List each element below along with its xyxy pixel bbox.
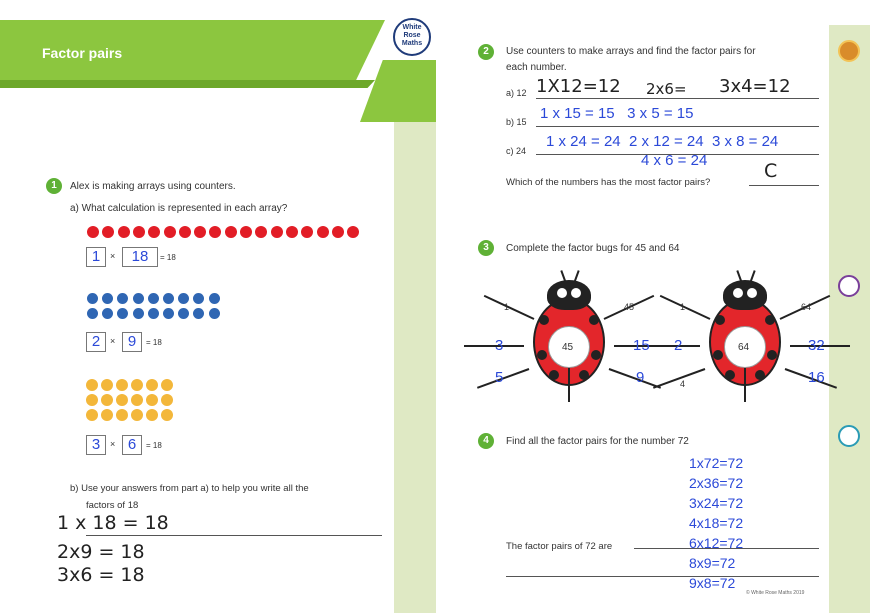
white-rose-logo: White Rose Maths xyxy=(393,18,431,56)
counter xyxy=(118,226,130,238)
q2-question-answer: C xyxy=(764,160,778,182)
array-1-result: = 18 xyxy=(160,253,176,262)
question-2-prompt-line1: Use counters to make arrays and find the factor pairs for xyxy=(506,46,756,57)
counter xyxy=(117,293,128,304)
q4-answer-line: 9x8=72 xyxy=(689,575,736,591)
q2a-answer-3: 3x4=12 xyxy=(719,76,791,97)
counter xyxy=(86,394,98,406)
left-gutter xyxy=(394,122,436,613)
bug2-spot xyxy=(715,315,725,325)
counter xyxy=(133,226,145,238)
q2c-answer-line1: 1 x 24 = 24 2 x 12 = 24 3 x 8 = 24 xyxy=(546,133,779,150)
counter xyxy=(209,293,220,304)
question-1a-prompt: a) What calculation is represented in each array? xyxy=(70,203,288,214)
counter xyxy=(209,308,220,319)
bug1-leg xyxy=(464,345,524,347)
banner-corner xyxy=(360,60,436,122)
q1b-answer-2: 2x9 = 18 xyxy=(57,541,145,563)
counter xyxy=(161,394,173,406)
bug1-spot xyxy=(579,370,589,380)
question-1-number: 1 xyxy=(46,178,62,194)
array-2-result: = 18 xyxy=(146,338,162,347)
counter xyxy=(131,379,143,391)
counter xyxy=(332,226,344,238)
counter xyxy=(87,293,98,304)
question-4-number: 4 xyxy=(478,433,494,449)
q2b-answer: 1 x 15 = 15 3 x 5 = 15 xyxy=(540,105,694,122)
counter xyxy=(163,293,174,304)
counter xyxy=(101,394,113,406)
counter xyxy=(148,308,159,319)
question-3-number: 3 xyxy=(478,240,494,256)
counter xyxy=(255,226,267,238)
right-page xyxy=(436,0,870,613)
bug2-label-mid-right[interactable]: 32 xyxy=(808,337,825,354)
counter xyxy=(101,379,113,391)
counter xyxy=(146,409,158,421)
bug1-spot xyxy=(549,370,559,380)
bug1-label-bottom-left[interactable]: 5 xyxy=(495,369,504,386)
bug1-center-number: 45 xyxy=(562,342,574,353)
answer-line xyxy=(749,185,819,186)
bug2-label-bottom-right[interactable]: 16 xyxy=(808,369,825,386)
bug2-label-bottom-left: 4 xyxy=(680,379,686,389)
bug2-spot xyxy=(765,315,775,325)
bug2-tail-line xyxy=(744,368,746,402)
array-2-factor-box-2[interactable]: 9 xyxy=(122,332,142,352)
question-1b-prompt-line1: b) Use your answers from part a) to help you write all the xyxy=(70,483,309,494)
counter xyxy=(163,308,174,319)
array-2-factor-box-1[interactable]: 2 xyxy=(86,332,106,352)
q2-question: Which of the numbers has the most factor pairs? xyxy=(506,177,711,188)
bug1-label-mid-left[interactable]: 3 xyxy=(495,337,504,354)
bug2-label-mid-left[interactable]: 2 xyxy=(674,337,683,354)
q4-answer-line: 1x72=72 xyxy=(689,455,744,471)
q4-answer-line: 2x36=72 xyxy=(689,475,744,491)
answer-line xyxy=(536,98,819,99)
q1b-answer-1: 1 x 18 = 18 xyxy=(57,512,169,534)
counter xyxy=(164,226,176,238)
q1b-answer-3: 3x6 = 18 xyxy=(57,564,145,586)
array-3-result: = 18 xyxy=(146,441,162,450)
bug2-spot xyxy=(755,370,765,380)
counter xyxy=(87,226,99,238)
q4-answer-line: 3x24=72 xyxy=(689,495,744,511)
bug2-label-top-left: 1 xyxy=(680,302,686,312)
q2a-answer-1: 1X12=12 xyxy=(536,76,621,97)
counter xyxy=(347,226,359,238)
array-1-factor-box-1[interactable]: 1 xyxy=(86,247,106,267)
bug1-leg xyxy=(484,295,535,320)
counter xyxy=(102,293,113,304)
q2a-answer-2: 2x6= xyxy=(646,80,687,98)
right-gutter xyxy=(829,25,870,613)
counter xyxy=(102,308,113,319)
counter xyxy=(131,394,143,406)
counter xyxy=(225,226,237,238)
bug2-leg xyxy=(660,295,711,320)
bug1-eye xyxy=(571,288,581,298)
bug2-head xyxy=(723,280,767,310)
bug2-spot xyxy=(725,370,735,380)
counter xyxy=(117,308,128,319)
counter xyxy=(131,409,143,421)
counter xyxy=(148,226,160,238)
counter xyxy=(317,226,329,238)
question-2-prompt-line2: each number. xyxy=(506,62,567,73)
bug1-label-top-right: 45 xyxy=(624,302,635,312)
bug2-spot xyxy=(767,350,777,360)
counter xyxy=(116,394,128,406)
q4-answer-line: 8x9=72 xyxy=(689,555,736,571)
bug1-eye xyxy=(557,288,567,298)
counter xyxy=(146,394,158,406)
array-3-factor-box-2[interactable]: 6 xyxy=(122,435,142,455)
counter xyxy=(271,226,283,238)
counter xyxy=(133,308,144,319)
bug2-label-top-right: 64 xyxy=(801,302,812,312)
counter xyxy=(178,308,189,319)
bug1-spot xyxy=(589,315,599,325)
question-3-prompt: Complete the factor bugs for 45 and 64 xyxy=(506,243,680,254)
counter xyxy=(101,409,113,421)
bug1-tail-line xyxy=(568,368,570,402)
bug2-eye xyxy=(733,288,743,298)
cup-icon xyxy=(838,425,860,447)
q4-answer-line: 4x18=72 xyxy=(689,515,744,531)
bug1-label-top-left: 1 xyxy=(504,302,510,312)
times-sign: × xyxy=(110,251,116,261)
title-banner-stripe xyxy=(0,80,375,88)
bug2-spot xyxy=(713,350,723,360)
question-1b-prompt-line2: factors of 18 xyxy=(86,500,139,511)
array-3-factor-box-1[interactable]: 3 xyxy=(86,435,106,455)
counter xyxy=(87,308,98,319)
counter xyxy=(86,379,98,391)
counter xyxy=(193,308,204,319)
q4-answer-line: 6x12=72 xyxy=(689,535,744,551)
counter xyxy=(133,293,144,304)
bug2-center-number: 64 xyxy=(738,342,750,353)
counter xyxy=(116,409,128,421)
answer-line xyxy=(506,576,819,577)
times-sign: × xyxy=(110,439,116,449)
counter xyxy=(240,226,252,238)
medal-icon xyxy=(838,40,860,62)
bug1-spot xyxy=(591,350,601,360)
bug1-head xyxy=(547,280,591,310)
bug1-spot xyxy=(537,350,547,360)
q4-label: The factor pairs of 72 are xyxy=(506,541,613,552)
times-sign: × xyxy=(110,336,116,346)
array-1-factor-box-2[interactable]: 18 xyxy=(122,247,158,267)
q2c-label: c) 24 xyxy=(506,146,527,156)
counter xyxy=(148,293,159,304)
counter xyxy=(86,409,98,421)
counter xyxy=(102,226,114,238)
cupcake-icon xyxy=(838,275,860,297)
counter xyxy=(301,226,313,238)
bug1-label-bottom-right[interactable]: 9 xyxy=(636,369,645,386)
counter xyxy=(161,379,173,391)
counter xyxy=(179,226,191,238)
q2c-answer-line2: 4 x 6 = 24 xyxy=(641,152,708,169)
counter xyxy=(193,293,204,304)
bug1-label-mid-right[interactable]: 15 xyxy=(633,337,650,354)
answer-line xyxy=(536,126,819,127)
counter xyxy=(209,226,221,238)
counter xyxy=(146,379,158,391)
counter xyxy=(116,379,128,391)
page-title: Factor pairs xyxy=(42,45,123,61)
answer-line xyxy=(86,535,382,536)
counter xyxy=(161,409,173,421)
question-4-prompt: Find all the factor pairs for the number 72 xyxy=(506,436,689,447)
bug2-eye xyxy=(747,288,757,298)
question-2-number: 2 xyxy=(478,44,494,60)
copyright: © White Rose Maths 2019 xyxy=(746,590,805,596)
question-1-prompt: Alex is making arrays using counters. xyxy=(70,181,236,192)
counter xyxy=(194,226,206,238)
bug1-spot xyxy=(539,315,549,325)
q2a-label: a) 12 xyxy=(506,88,527,98)
q2b-label: b) 15 xyxy=(506,117,527,127)
counter xyxy=(178,293,189,304)
counter xyxy=(286,226,298,238)
